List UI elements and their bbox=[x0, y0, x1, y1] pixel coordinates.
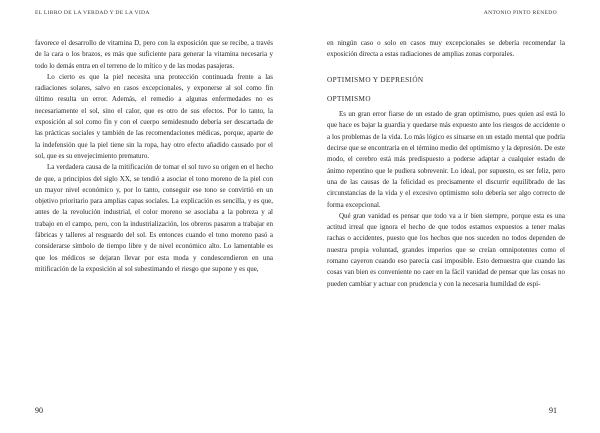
left-running-header: EL LIBRO DE LA VERDAD Y DE LA VIDA bbox=[35, 10, 150, 16]
paragraph: Lo cierto es que la piel necesita una protección continuada frente a las radiaciones solares, salvo en casos excepcionales, y exponerse al sol como fin último resulta un error. Además, el remedio a algunas enfermedades no es necesariamente el sol, sino el calor, que es otro de sus efectos. Por lo tanto, la exposición al sol como fin y con el cuerpo semidesnudo debería ser descartada de las prácticas sociales y también de las recomendaciones médicas, porque, aparte de la indefensión que la piel tiene sin la ropa, hay otro efecto añadido causado por el sol, que es su envejecimiento prematuro. bbox=[35, 72, 273, 160]
right-page-number: 91 bbox=[549, 406, 557, 415]
right-running-header: ANTONIO PINTO RENEDO bbox=[483, 10, 557, 16]
right-page-body bbox=[327, 38, 565, 290]
paragraph: Qué gran vanidad es pensar que todo va a ir bien siempre, porque esta es una actitud irreal que ignora el hecho de que todos estamos expuestos a tener malas rachas o accidentes, puesto que los hechos que nos suceden no todos dependen de nuestra propia voluntad, grandes imperios que se creían omnipotentes como el romano cayeron cuando eso parecía casi imposible. Esto demuestra que cuando las cosas van bien es conveniente no caer en la fácil vanidad de pensar que las cosas no pueden cambiar y actuar con prudencia y con la necesaria humildad de espí- bbox=[327, 211, 565, 288]
paragraph: La verdadera causa de la mitificación de tomar el sol tuvo su origen en el hecho de que, a principios del siglo XX, se tendió a asociar el tono moreno de la piel con un mayor nivel económico y, por lo tanto, conseguir ese tono se convirtió en un objetivo prioritario para amplias capas sociales. La explicación es sencilla, y es que, antes de la revolución industrial, el color moreno se asociaba a la pobreza y al trabajo en el campo, pero, con la industrialización, los obreros pasaron a trabajar en fábricas y talleres al resguardo del sol. Es entonces cuando el tono moreno pasó a considerarse símbolo de tiempo libre y de nivel económico alto. Lo lamentable es que los médicos se dejaran llevar por esta moda y condescendieron en una mitificación de la exposición al sol subestimando el riesgo que supone y es que, bbox=[35, 163, 273, 273]
section-heading: OPTIMISMO Y DEPRESIÓN bbox=[327, 75, 424, 84]
left-page-number: 90 bbox=[35, 406, 43, 415]
paragraph: favorece el desarrollo de vitamina D, pero con la exposición que se recibe, a través de la cara o los brazos, es más que suficiente para generar la vitamina necesaria y todo lo demás entra en el terreno de lo mítico y de las modas pasajeras. bbox=[35, 39, 273, 70]
paragraph: en ningún caso o solo en casos muy excepcionales se debería recomendar la exposición directa a estas radiaciones de amplias zonas corporales. bbox=[327, 39, 565, 59]
left-page-body bbox=[35, 38, 273, 275]
paragraph: Es un gran error fiarse de un estado de gran optimismo, pues quien así está lo que hace es bajar la guardia y quedarse más expuesto ante los riesgos de accidente o a los problemas de la vida. Lo más lógico es situarse en un estado mental que podría decirse que se encontraría en el término medio del optimismo y la depresión. De este modo, el cerebro está más predispuesto a poderse adaptar a cualquier estado de ánimo repentino que le pudiera sobrevenir. Lo ideal, por supuesto, es ser feliz, pero una de las causas de la felicidad es precisamente el discurrir equilibrado de las circunstancias de la vida y el excesivo optimismo solo debería ser algo correcto de forma excepcional. bbox=[327, 110, 565, 209]
subsection-heading: OPTIMISMO bbox=[327, 94, 371, 103]
